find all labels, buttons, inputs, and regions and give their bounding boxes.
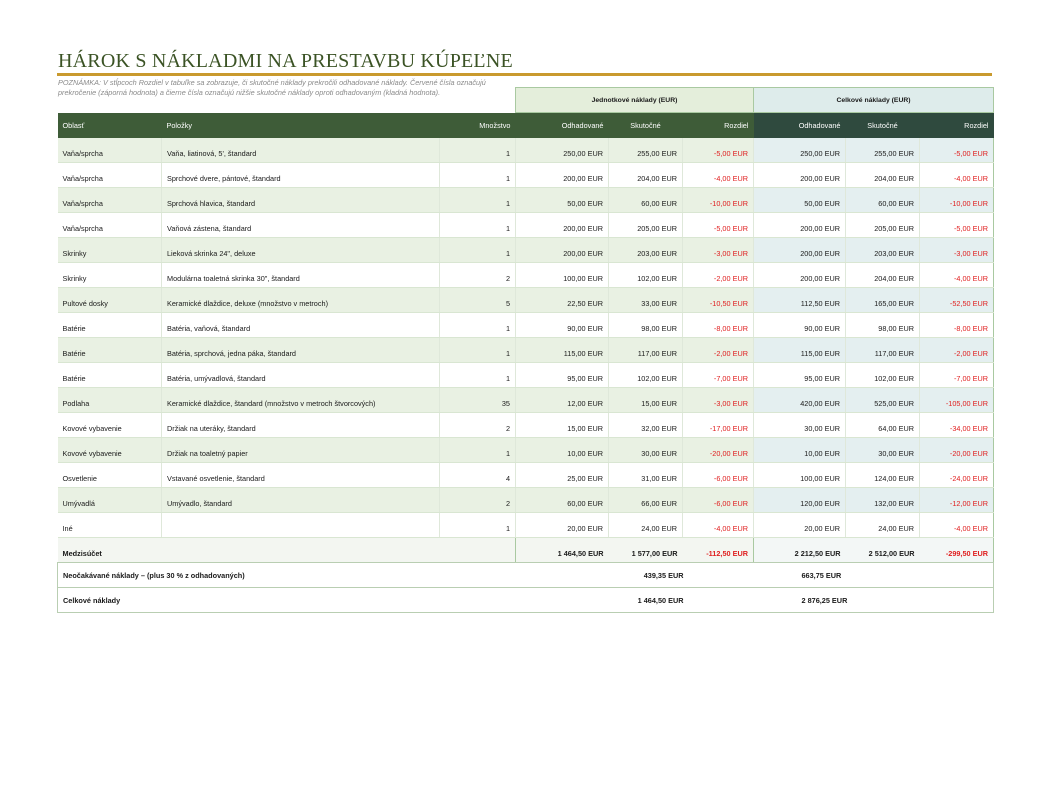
- cell-total-estimated[interactable]: 50,00 EUR: [754, 188, 846, 213]
- cell-unit-actual[interactable]: 203,00 EUR: [609, 238, 683, 263]
- cell-item[interactable]: Vstavané osvetlenie, štandard: [162, 463, 440, 488]
- cell-unit-actual[interactable]: 66,00 EUR: [609, 488, 683, 513]
- cell-qty[interactable]: 2: [440, 413, 516, 438]
- cell-unit-estimated[interactable]: 250,00 EUR: [516, 138, 609, 163]
- subtotal-total-estimated[interactable]: 2 212,50 EUR: [754, 538, 846, 563]
- grand-total-row-unit-value[interactable]: 1 464,50 EUR: [609, 588, 754, 613]
- cell-total-difference[interactable]: -24,00 EUR: [920, 463, 994, 488]
- cell-area[interactable]: Vaňa/sprcha: [58, 213, 162, 238]
- cell-unit-estimated[interactable]: 10,00 EUR: [516, 438, 609, 463]
- cell-total-actual[interactable]: 124,00 EUR: [846, 463, 920, 488]
- cell-unit-actual[interactable]: 24,00 EUR: [609, 513, 683, 538]
- cell-qty[interactable]: 2: [440, 488, 516, 513]
- contingency-row-label[interactable]: Neočakávané náklady – (plus 30 % z odhadovaných): [58, 563, 609, 588]
- cell-unit-difference[interactable]: -2,00 EUR: [683, 263, 754, 288]
- cell-qty[interactable]: 1: [440, 138, 516, 163]
- contingency-row: [58, 563, 994, 588]
- cell-total-actual[interactable]: 102,00 EUR: [846, 363, 920, 388]
- table-row: [58, 213, 994, 238]
- cell-total-estimated[interactable]: 200,00 EUR: [754, 263, 846, 288]
- cell-unit-actual[interactable]: 204,00 EUR: [609, 163, 683, 188]
- cell-item[interactable]: Umývadlo, štandard: [162, 488, 440, 513]
- cell-unit-estimated[interactable]: 95,00 EUR: [516, 363, 609, 388]
- cell-item[interactable]: Keramické dlaždice, štandard (množstvo v metroch štvorcových): [162, 388, 440, 413]
- table-row: [58, 163, 994, 188]
- cell-total-difference[interactable]: -10,00 EUR: [920, 188, 994, 213]
- col-header-items[interactable]: Položky: [162, 113, 440, 138]
- cell-unit-estimated[interactable]: 200,00 EUR: [516, 238, 609, 263]
- cost-table: [57, 87, 994, 613]
- cell-area[interactable]: Pultové dosky: [58, 288, 162, 313]
- title-underline: [57, 73, 992, 76]
- cell-qty[interactable]: 1: [440, 513, 516, 538]
- cell-unit-difference[interactable]: -17,00 EUR: [683, 413, 754, 438]
- cell-total-estimated[interactable]: 120,00 EUR: [754, 488, 846, 513]
- cell-unit-difference[interactable]: -6,00 EUR: [683, 488, 754, 513]
- cell-unit-difference[interactable]: -4,00 EUR: [683, 513, 754, 538]
- cell-total-difference[interactable]: -4,00 EUR: [920, 513, 994, 538]
- cell-total-actual[interactable]: 255,00 EUR: [846, 138, 920, 163]
- cell-item[interactable]: Batéria, vaňová, štandard: [162, 313, 440, 338]
- subtotal-total-actual[interactable]: 2 512,00 EUR: [846, 538, 920, 563]
- col-header-total-actual[interactable]: Skutočné: [846, 113, 920, 138]
- group-header-row: [58, 88, 994, 113]
- cell-item[interactable]: Vaňová zástena, štandard: [162, 213, 440, 238]
- cell-unit-difference[interactable]: -4,00 EUR: [683, 163, 754, 188]
- cell-total-estimated[interactable]: 200,00 EUR: [754, 213, 846, 238]
- table-row: [58, 388, 994, 413]
- cell-item[interactable]: Sprchové dvere, pántové, štandard: [162, 163, 440, 188]
- cell-unit-difference[interactable]: -8,00 EUR: [683, 313, 754, 338]
- cell-item[interactable]: Sprchová hlavica, štandard: [162, 188, 440, 213]
- cell-unit-actual[interactable]: 102,00 EUR: [609, 363, 683, 388]
- cell-area[interactable]: Batérie: [58, 363, 162, 388]
- cell-unit-difference[interactable]: -6,00 EUR: [683, 463, 754, 488]
- cell-total-difference[interactable]: -4,00 EUR: [920, 163, 994, 188]
- cell-qty[interactable]: 35: [440, 388, 516, 413]
- cell-total-actual[interactable]: 60,00 EUR: [846, 188, 920, 213]
- cell-area[interactable]: Vaňa/sprcha: [58, 188, 162, 213]
- table-row: [58, 188, 994, 213]
- cell-unit-estimated[interactable]: 115,00 EUR: [516, 338, 609, 363]
- cell-unit-estimated[interactable]: 90,00 EUR: [516, 313, 609, 338]
- page-title: HÁROK S NÁKLADMI NA PRESTAVBU KÚPEĽNE: [58, 50, 513, 72]
- grand-total-row: [58, 588, 994, 613]
- cell-total-difference[interactable]: -34,00 EUR: [920, 413, 994, 438]
- cell-total-estimated[interactable]: 200,00 EUR: [754, 163, 846, 188]
- subtotal-unit-estimated[interactable]: 1 464,50 EUR: [516, 538, 609, 563]
- cell-unit-actual[interactable]: 60,00 EUR: [609, 188, 683, 213]
- cell-total-estimated[interactable]: 10,00 EUR: [754, 438, 846, 463]
- cell-unit-actual[interactable]: 255,00 EUR: [609, 138, 683, 163]
- cell-qty[interactable]: 2: [440, 263, 516, 288]
- cell-total-difference[interactable]: -4,00 EUR: [920, 263, 994, 288]
- cell-unit-estimated[interactable]: 200,00 EUR: [516, 163, 609, 188]
- subtotal-label[interactable]: Medzisúčet: [58, 538, 516, 563]
- cell-total-actual[interactable]: 204,00 EUR: [846, 163, 920, 188]
- col-header-qty[interactable]: Množstvo: [440, 113, 516, 138]
- cell-total-estimated[interactable]: 115,00 EUR: [754, 338, 846, 363]
- cell-unit-difference[interactable]: -5,00 EUR: [683, 213, 754, 238]
- cell-unit-difference[interactable]: -3,00 EUR: [683, 388, 754, 413]
- cell-area[interactable]: Batérie: [58, 338, 162, 363]
- cell-unit-actual[interactable]: 102,00 EUR: [609, 263, 683, 288]
- cell-area[interactable]: Podlaha: [58, 388, 162, 413]
- cell-total-estimated[interactable]: 250,00 EUR: [754, 138, 846, 163]
- col-header-area[interactable]: Oblasť: [58, 113, 162, 138]
- cell-total-actual[interactable]: 30,00 EUR: [846, 438, 920, 463]
- col-header-unit-difference[interactable]: Rozdiel: [683, 113, 754, 138]
- cell-item[interactable]: Držiak na uteráky, štandard: [162, 413, 440, 438]
- cell-total-difference[interactable]: -20,00 EUR: [920, 438, 994, 463]
- cell-total-difference[interactable]: -12,00 EUR: [920, 488, 994, 513]
- cell-area[interactable]: Umývadlá: [58, 488, 162, 513]
- cell-item[interactable]: [162, 513, 440, 538]
- cell-total-estimated[interactable]: 420,00 EUR: [754, 388, 846, 413]
- subtotal-row: [58, 538, 994, 563]
- cell-total-actual[interactable]: 24,00 EUR: [846, 513, 920, 538]
- cell-qty[interactable]: 1: [440, 213, 516, 238]
- cell-qty[interactable]: 1: [440, 363, 516, 388]
- cell-area[interactable]: Skrinky: [58, 238, 162, 263]
- cell-total-actual[interactable]: 203,00 EUR: [846, 238, 920, 263]
- cell-total-actual[interactable]: 64,00 EUR: [846, 413, 920, 438]
- cell-unit-estimated[interactable]: 60,00 EUR: [516, 488, 609, 513]
- cell-unit-actual[interactable]: 30,00 EUR: [609, 438, 683, 463]
- col-header-unit-actual[interactable]: Skutočné: [609, 113, 683, 138]
- cell-unit-difference[interactable]: -10,50 EUR: [683, 288, 754, 313]
- cell-item[interactable]: Lieková skrinka 24", deluxe: [162, 238, 440, 263]
- cell-unit-difference[interactable]: -7,00 EUR: [683, 363, 754, 388]
- subtotal-unit-difference[interactable]: -112,50 EUR: [683, 538, 754, 563]
- cell-unit-estimated[interactable]: 100,00 EUR: [516, 263, 609, 288]
- cell-total-difference[interactable]: -5,00 EUR: [920, 213, 994, 238]
- table-row: [58, 513, 994, 538]
- cell-item[interactable]: Modulárna toaletná skrinka 30", štandard: [162, 263, 440, 288]
- cell-total-estimated[interactable]: 90,00 EUR: [754, 313, 846, 338]
- cell-qty[interactable]: 1: [440, 313, 516, 338]
- cell-total-estimated[interactable]: 200,00 EUR: [754, 238, 846, 263]
- cell-unit-actual[interactable]: 98,00 EUR: [609, 313, 683, 338]
- cell-qty[interactable]: 1: [440, 438, 516, 463]
- cell-unit-actual[interactable]: 32,00 EUR: [609, 413, 683, 438]
- cell-total-difference[interactable]: -3,00 EUR: [920, 238, 994, 263]
- cell-unit-actual[interactable]: 117,00 EUR: [609, 338, 683, 363]
- contingency-row-total-value[interactable]: 663,75 EUR: [754, 563, 994, 588]
- cell-item[interactable]: Batéria, umývadlová, štandard: [162, 363, 440, 388]
- table-row: [58, 138, 994, 163]
- cell-unit-difference[interactable]: -10,00 EUR: [683, 188, 754, 213]
- cell-total-difference[interactable]: -8,00 EUR: [920, 313, 994, 338]
- cell-total-difference[interactable]: -2,00 EUR: [920, 338, 994, 363]
- table-row: [58, 263, 994, 288]
- cell-total-estimated[interactable]: 30,00 EUR: [754, 413, 846, 438]
- subtotal-total-difference[interactable]: -299,50 EUR: [920, 538, 994, 563]
- cell-total-estimated[interactable]: 20,00 EUR: [754, 513, 846, 538]
- cell-item[interactable]: Vaňa, liatinová, 5', štandard: [162, 138, 440, 163]
- cell-area[interactable]: Vaňa/sprcha: [58, 138, 162, 163]
- column-header-row: [58, 113, 994, 138]
- cell-total-estimated[interactable]: 95,00 EUR: [754, 363, 846, 388]
- group-total-costs: Celkové náklady (EUR): [754, 88, 994, 113]
- cell-total-actual[interactable]: 525,00 EUR: [846, 388, 920, 413]
- cell-qty[interactable]: 1: [440, 338, 516, 363]
- cell-unit-estimated[interactable]: 22,50 EUR: [516, 288, 609, 313]
- cell-unit-estimated[interactable]: 25,00 EUR: [516, 463, 609, 488]
- cell-total-difference[interactable]: -52,50 EUR: [920, 288, 994, 313]
- cell-item[interactable]: Držiak na toaletný papier: [162, 438, 440, 463]
- contingency-row-unit-value[interactable]: 439,35 EUR: [609, 563, 754, 588]
- table-row: [58, 288, 994, 313]
- table-row: [58, 463, 994, 488]
- cell-qty[interactable]: 1: [440, 188, 516, 213]
- cell-total-difference[interactable]: -105,00 EUR: [920, 388, 994, 413]
- cell-unit-actual[interactable]: 205,00 EUR: [609, 213, 683, 238]
- cell-area[interactable]: Osvetlenie: [58, 463, 162, 488]
- cell-total-actual[interactable]: 165,00 EUR: [846, 288, 920, 313]
- cell-area[interactable]: Iné: [58, 513, 162, 538]
- cell-total-actual[interactable]: 204,00 EUR: [846, 263, 920, 288]
- col-header-total-estimated[interactable]: Odhadované: [754, 113, 846, 138]
- cell-qty[interactable]: 4: [440, 463, 516, 488]
- group-unit-costs: Jednotkové náklady (EUR): [516, 88, 754, 113]
- cell-unit-difference[interactable]: -2,00 EUR: [683, 338, 754, 363]
- note-text: POZNÁMKA: V stĺpcoch Rozdiel v tabuľke sa zobrazuje, či skutočné náklady prekročili odhadované náklady. Červené čísla označujú prekročenie (záporná hodnota) a čierne čísla označujú nižšie skutočné náklady oproti odhadovaným (kladná hodnota).: [58, 78, 486, 98]
- cell-unit-difference[interactable]: -5,00 EUR: [683, 138, 754, 163]
- cell-unit-actual[interactable]: 31,00 EUR: [609, 463, 683, 488]
- cell-total-actual[interactable]: 205,00 EUR: [846, 213, 920, 238]
- cell-unit-difference[interactable]: -20,00 EUR: [683, 438, 754, 463]
- cell-area[interactable]: Skrinky: [58, 263, 162, 288]
- cell-area[interactable]: Vaňa/sprcha: [58, 163, 162, 188]
- col-header-unit-estimated[interactable]: Odhadované: [516, 113, 609, 138]
- cell-total-difference[interactable]: -7,00 EUR: [920, 363, 994, 388]
- table-row: [58, 413, 994, 438]
- cell-unit-difference[interactable]: -3,00 EUR: [683, 238, 754, 263]
- cell-total-actual[interactable]: 117,00 EUR: [846, 338, 920, 363]
- cell-total-difference[interactable]: -5,00 EUR: [920, 138, 994, 163]
- table-row: [58, 313, 994, 338]
- cell-area[interactable]: Kovové vybavenie: [58, 438, 162, 463]
- cell-area[interactable]: Kovové vybavenie: [58, 413, 162, 438]
- table-row: [58, 338, 994, 363]
- subtotal-unit-actual[interactable]: 1 577,00 EUR: [609, 538, 683, 563]
- cell-area[interactable]: Batérie: [58, 313, 162, 338]
- cell-unit-estimated[interactable]: 200,00 EUR: [516, 213, 609, 238]
- table-row: [58, 488, 994, 513]
- cell-unit-actual[interactable]: 15,00 EUR: [609, 388, 683, 413]
- table-row: [58, 363, 994, 388]
- cell-qty[interactable]: 1: [440, 163, 516, 188]
- cell-unit-estimated[interactable]: 15,00 EUR: [516, 413, 609, 438]
- cell-unit-estimated[interactable]: 20,00 EUR: [516, 513, 609, 538]
- col-header-total-difference[interactable]: Rozdiel: [920, 113, 994, 138]
- table-row: [58, 238, 994, 263]
- grand-total-row-total-value[interactable]: 2 876,25 EUR: [754, 588, 994, 613]
- cell-total-estimated[interactable]: 112,50 EUR: [754, 288, 846, 313]
- cell-qty[interactable]: 1: [440, 238, 516, 263]
- cell-item[interactable]: Batéria, sprchová, jedna páka, štandard: [162, 338, 440, 363]
- cell-unit-estimated[interactable]: 12,00 EUR: [516, 388, 609, 413]
- grand-total-row-label[interactable]: Celkové náklady: [58, 588, 609, 613]
- cell-total-estimated[interactable]: 100,00 EUR: [754, 463, 846, 488]
- cell-item[interactable]: Keramické dlaždice, deluxe (množstvo v metroch): [162, 288, 440, 313]
- cell-total-actual[interactable]: 132,00 EUR: [846, 488, 920, 513]
- cell-qty[interactable]: 5: [440, 288, 516, 313]
- cell-unit-estimated[interactable]: 50,00 EUR: [516, 188, 609, 213]
- cell-unit-actual[interactable]: 33,00 EUR: [609, 288, 683, 313]
- cell-total-actual[interactable]: 98,00 EUR: [846, 313, 920, 338]
- table-row: [58, 438, 994, 463]
